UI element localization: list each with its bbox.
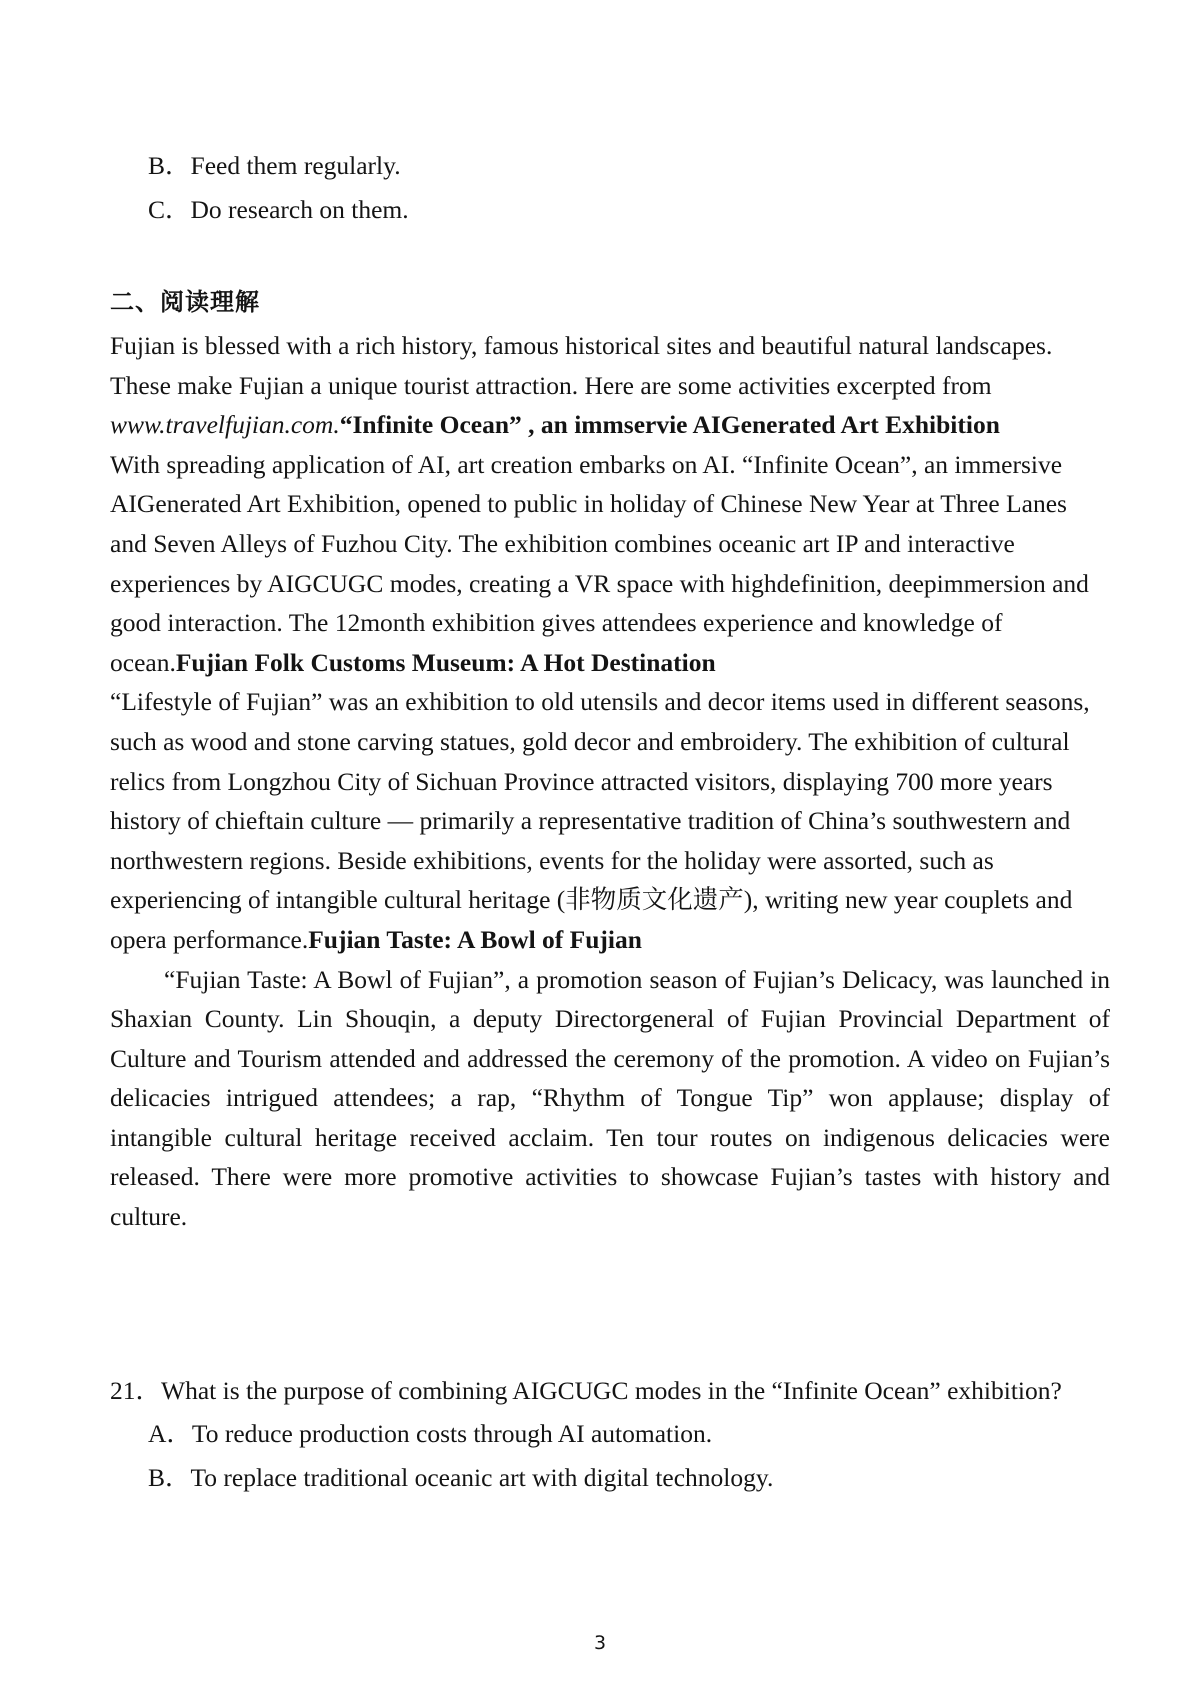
section-heading: 二、阅读理解 bbox=[110, 288, 260, 316]
paragraph-folk-customs bbox=[110, 682, 1110, 959]
ocean-body: With spreading application of AI, art creation embarks on AI. “Infinite Ocean”, an immersive AIGenerated Art Exhibition, opened to public in holiday of Chinese New Year at Three Lanes and Seven Alleys of Fuzhou City. The exhibition combines oceanic art IP and interactive experiences by AIGCUGC modes, creating a VR space with highdefinition, deepimmersion and good interaction. The 12month exhibition gives attendees experience and knowledge of ocean. bbox=[110, 449, 1089, 677]
heading-fujian-taste: Fujian Taste: A Bowl of Fujian bbox=[308, 924, 642, 954]
option-text: Do research on them. bbox=[190, 195, 409, 224]
option-letter: B． bbox=[148, 151, 191, 180]
source-url: www.travelfujian.com. bbox=[110, 410, 340, 440]
option-text: Feed them regularly. bbox=[190, 151, 401, 180]
paragraph-infinite-ocean bbox=[110, 445, 1110, 683]
reading-passage bbox=[110, 326, 1110, 1237]
passage-intro-paragraph bbox=[110, 326, 1110, 445]
question-number: 21． bbox=[110, 1376, 162, 1405]
option-a bbox=[110, 1412, 1110, 1456]
page-number: 3 bbox=[593, 1632, 607, 1654]
museum-body: “Lifestyle of Fujian” was an exhibition to old utensils and decor items used in different seasons, such as wood and stone carving statues, gold decor and embroidery. The exhibition of cultural relics from Longzhou City of Sichuan Province attracted visitors, displaying 700 more years history of chieftain culture — primarily a representative tradition of China’s southwestern and northwestern regions. Beside exhibitions, events for the holiday were assorted, such as experiencing of intangible cultural heritage (非物质文化遗产), writing new year couplets and opera performance. bbox=[110, 687, 1090, 954]
heading-infinite-ocean: “Infinite Ocean” , an immservie AIGenerated Art Exhibition bbox=[339, 410, 1000, 440]
paragraph-fujian-taste: “Fujian Taste: A Bowl of Fujian”, a promotion season of Fujian’s Delicacy, was launched in Shaxian County. Lin Shouqin, a deputy Directorgeneral of Fujian Provincial Department of Culture and Tourism attended and addressed the ceremony of the promotion. A video on Fujian’s delicacies intrigued attendees; a rap, “Rhythm of Tongue Tip” won applause; display of intangible cultural heritage received acclaim. Ten tour routes on indigenous delicacies were released. There were more promotive activities to showcase Fujian’s tastes with history and culture. bbox=[110, 964, 1110, 1232]
option-letter: A． bbox=[148, 1419, 192, 1448]
option-text: To replace traditional oceanic art with digital technology. bbox=[190, 1463, 774, 1492]
question-text: What is the purpose of combining AIGCUGC modes in the “Infinite Ocean” exhibition? bbox=[161, 1376, 1062, 1405]
option-b bbox=[110, 1456, 1110, 1500]
option-letter: B． bbox=[148, 1463, 191, 1492]
intro-text: Fujian is blessed with a rich history, famous historical sites and beautiful natural landscapes. These make Fujian a unique tourist attraction. Here are some activities excerpted from bbox=[110, 331, 1053, 400]
heading-folk-customs-museum: Fujian Folk Customs Museum: A Hot Destination bbox=[175, 647, 716, 677]
option-letter: C． bbox=[148, 195, 191, 224]
option-c bbox=[110, 188, 1110, 232]
option-text: To reduce production costs through AI automation. bbox=[191, 1419, 713, 1448]
question-21 bbox=[110, 1370, 1110, 1500]
question-options bbox=[110, 1412, 1110, 1500]
previous-question-options bbox=[110, 144, 1110, 232]
question-stem bbox=[110, 1370, 1110, 1412]
option-b bbox=[110, 144, 1110, 188]
